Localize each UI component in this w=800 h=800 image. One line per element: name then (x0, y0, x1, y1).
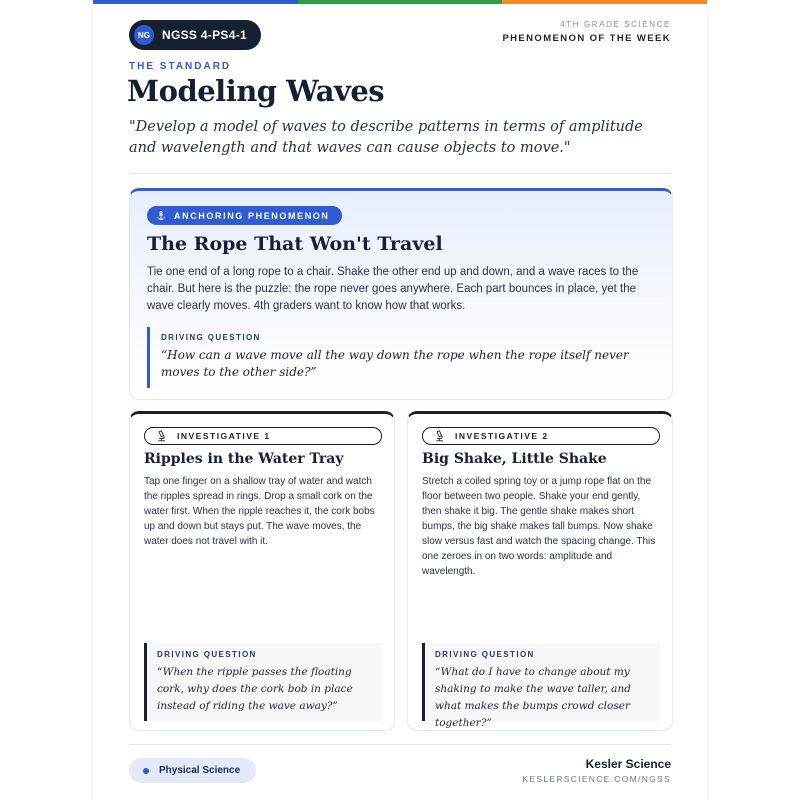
color-stripe (93, 0, 707, 4)
anchor-title: The Rope That Won't Travel (147, 233, 443, 255)
divider (129, 173, 671, 174)
standard-eyebrow: THE STANDARD (129, 61, 232, 72)
investigation-card-1 (129, 411, 395, 731)
investigation-driving-question (144, 643, 382, 721)
investigation-pill (144, 427, 382, 445)
driving-question-text: “How can a wave move all the way down the rope when the rope itself never moves to the other side?” (161, 348, 629, 379)
investigation-title: Ripples in the Water Tray (144, 451, 344, 467)
investigation-title: Big Shake, Little Shake (422, 451, 607, 467)
anchor-driving-question (147, 327, 657, 388)
driving-question-text: “What do I have to change about my shaking to make the wave taller, and what makes the bumps crowd closer together?” (435, 666, 631, 729)
investigation-body: Tap one finger on a shallow tray of water and watch the ripples spread in rings. Drop a small cork on the water first. When the ripple reaches it, the cork bobs up and down but stays put. The wave moves, the water does not travel with it. (144, 476, 375, 547)
anchoring-phenomenon-label: ANCHORING PHENOMENON (174, 210, 330, 221)
standard-code-pill (129, 20, 261, 50)
investigation-pill (422, 427, 660, 445)
series-label: PHENOMENON OF THE WEEK (502, 33, 671, 44)
brand-url: KESLERSCIENCE.COM/NGSS (522, 774, 671, 784)
anchor-icon (156, 211, 166, 221)
standard-code: NGSS 4-PS4-1 (162, 28, 247, 42)
investigation-body: Stretch a coiled spring toy or a jump rope flat on the floor between two people. Shake your end gently, then shake it big. The gentle shake makes short bumps, the big shake makes tall bumps. Now shake slow versus fast and watch the spacing change. This one zeroes in on two words: amplitude and wavelength. (422, 476, 656, 577)
driving-question-label: DRIVING QUESTION (161, 333, 261, 342)
subject-tag (129, 758, 256, 783)
footer-divider (129, 744, 671, 745)
brand-name: Kesler Science (585, 757, 671, 771)
driving-question-label: DRIVING QUESTION (435, 650, 535, 659)
investigation-card-2 (407, 411, 673, 731)
subject-label: Physical Science (159, 765, 241, 776)
bullet-dot-icon (143, 768, 149, 774)
microscope-icon (155, 430, 167, 442)
investigation-label: INVESTIGATIVE 2 (455, 431, 549, 441)
page-title: Modeling Waves (127, 74, 385, 108)
investigation-label: INVESTIGATIVE 1 (177, 431, 271, 441)
microscope-icon (433, 430, 445, 442)
brand-block (522, 757, 671, 784)
anchoring-phenomenon-card (129, 188, 673, 400)
ngss-badge-icon: NG (134, 25, 154, 45)
grade-label: 4TH GRADE SCIENCE (560, 20, 671, 29)
driving-question-text: “When the ripple passes the floating cork, why does the cork bob in place instead of riding the wave away?” (157, 666, 353, 712)
grade-info (502, 20, 671, 44)
worksheet-page (92, 0, 708, 800)
anchor-body: Tie one end of a long rope to a chair. Shake the other end up and down, and a wave races to the chair. But here is the puzzle: the rope never goes anywhere. Each part bounces in place, yet the wave clearly moves. 4th graders want to know how that works. (147, 266, 639, 312)
standard-quote: "Develop a model of waves to describe patterns in terms of amplitude and wavelength and that waves can cause objects to move." (129, 119, 643, 156)
anchoring-phenomenon-pill (147, 206, 342, 225)
investigation-driving-question (422, 643, 660, 729)
driving-question-label: DRIVING QUESTION (157, 650, 257, 659)
